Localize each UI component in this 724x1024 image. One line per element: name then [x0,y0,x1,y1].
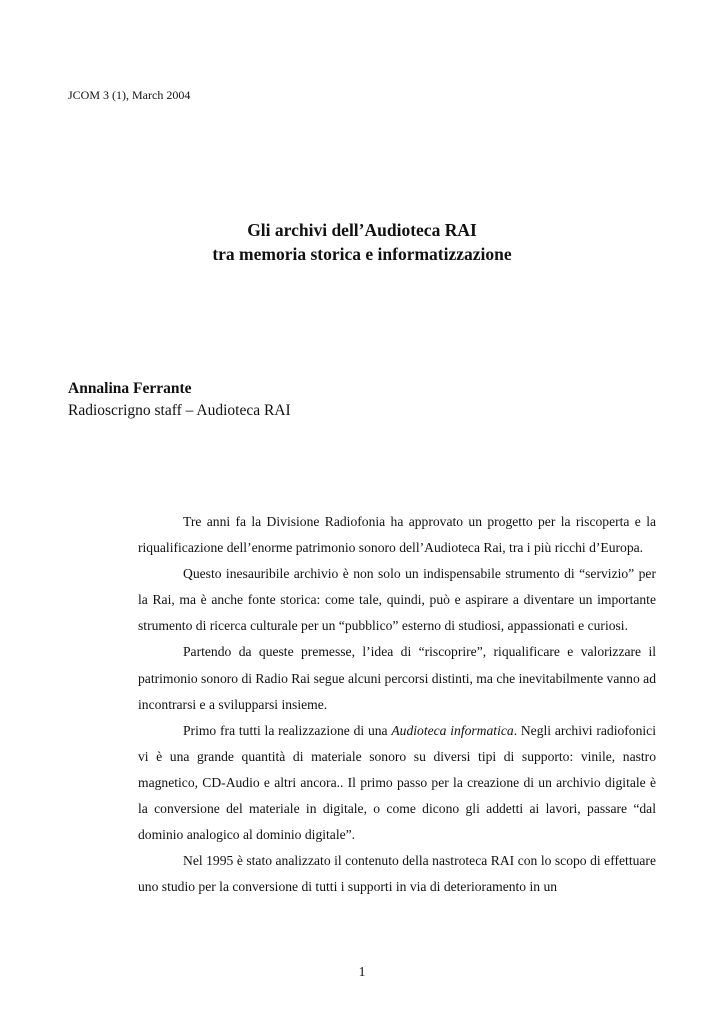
paragraph-1: Tre anni fa la Divisione Radiofonia ha approvato un progetto per la riscoperta e la riqualificazione dell’enorme patrimonio sonoro dell’Audioteca Rai, tra i più ricchi d’Europa. [138,514,656,556]
title-line-1: Gli archivi dell’Audioteca RAI [247,220,477,240]
author-affiliation: Radioscrigno staff – Audioteca RAI [68,402,291,419]
body-text [138,509,656,900]
paragraph-4-end: . Negli archivi radiofonici vi è una grande quantità di materiale sonoro su diversi tipi di supporto: vinile, nastro magnetico, CD-Audio e altri ancora.. Il primo passo per la creazione di un archivio digitale è la conversione del materiale in digitale, o come dicono gli addetti ai lavori, passare “dal dominio analogico al dominio digitale”. [138,722,656,843]
paragraph-3: Partendo da queste premesse, l’idea di “riscoprire”, riqualificare e valorizzare il patrimonio sonoro di Radio Rai segue alcuni percorsi distinti, ma che inevitabilmente vanno ad incontrarsi e a svilupparsi insieme. [138,644,656,712]
paragraph-2: Questo inesauribile archivio è non solo un indispensabile strumento di “servizio” per la Rai, ma è anche fonte storica: come tale, quindi, può e aspirare a diventare un importante strumento di ricerca culturale per un “pubblico” esterno di studiosi, appassionati e curiosi. [138,566,656,634]
paragraph-4-start: Primo fra tutti la realizzazione di una [183,722,392,738]
journal-header [68,87,190,103]
paper-title [0,218,724,266]
title-line-2: tra memoria storica e informatizzazione [212,244,512,264]
author-name: Annalina Ferrante [68,380,192,397]
paragraph-4 [138,718,656,848]
page-number: 1 [358,964,366,979]
paragraph-4-italic-term: Audioteca informatica [391,722,514,738]
paragraph-5: Nel 1995 è stato analizzato il contenuto della nastroteca RAI con lo scopo di effettuare uno studio per la conversione di tutti i supporti in via di deterioramento in un [138,853,656,895]
author-block [68,378,291,422]
journal-citation: JCOM 3 (1), March 2004 [68,88,191,102]
